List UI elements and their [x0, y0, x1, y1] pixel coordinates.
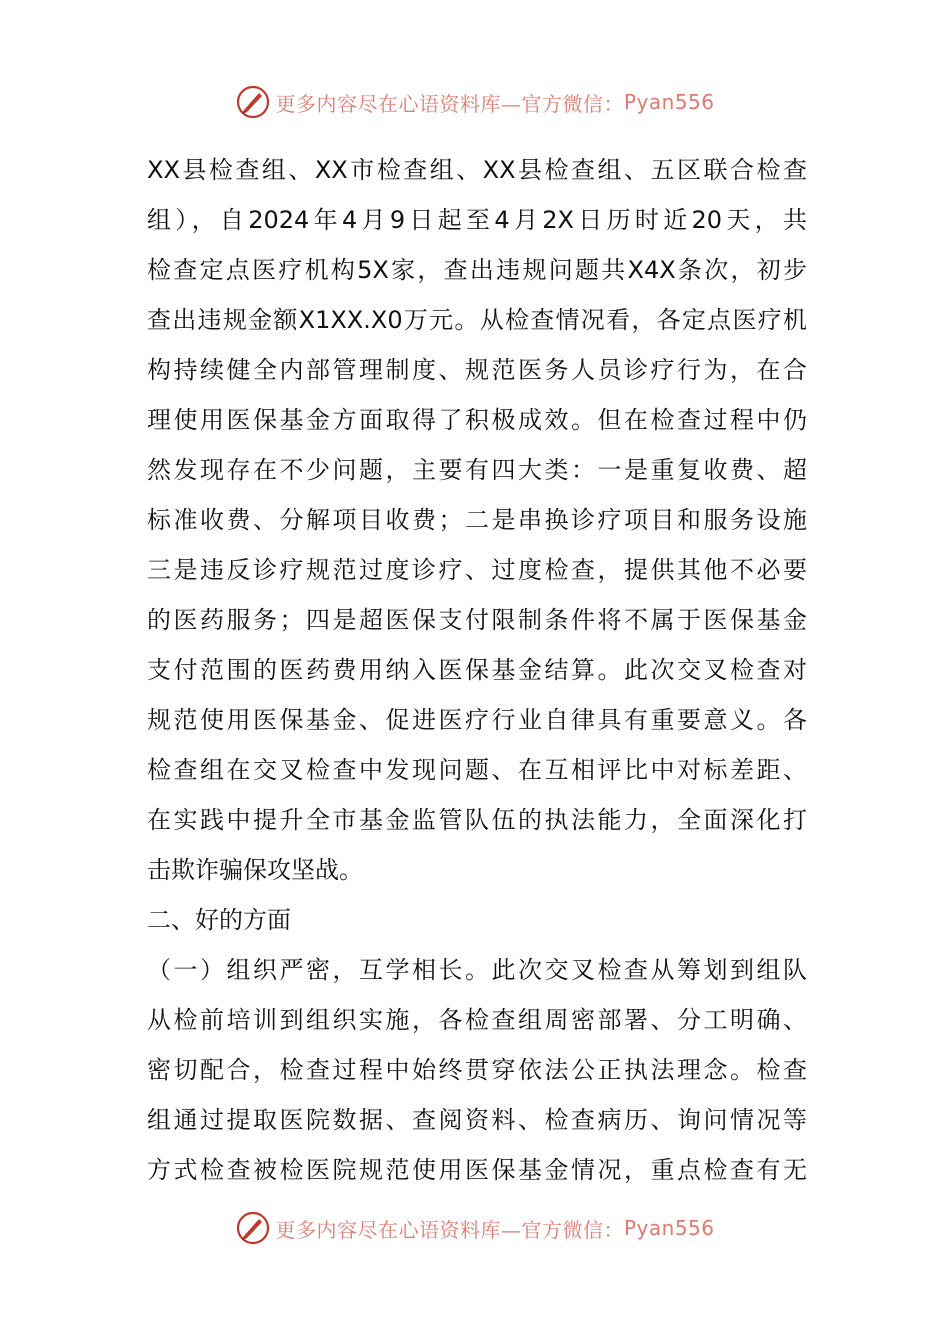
header-watermark	[0, 82, 950, 122]
text-line: 组通过提取医院数据、查阅资料、检查病历、询问情况等	[147, 1106, 807, 1134]
text-line: 的医药服务；四是超医保支付限制条件将不属于医保基金	[147, 606, 807, 634]
watermark-wechat: Pyan556	[623, 90, 715, 114]
text-line: 构持续健全内部管理制度、规范医务人员诊疗行为，在合	[147, 356, 807, 384]
watermark-text: 更多内容尽在心语资料库—官方微信：	[275, 1217, 624, 1242]
watermark-text: 更多内容尽在心语资料库—官方微信：	[275, 91, 624, 116]
text-line: 检查组在交叉检查中发现问题、在互相评比中对标差距、	[147, 756, 807, 784]
text-line: 支付范围的医药费用纳入医保基金结算。此次交叉检查对	[147, 656, 807, 684]
text-line: 标准收费、分解项目收费；二是串换诊疗项目和服务设施	[147, 506, 807, 534]
text-line: 检查定点医疗机构5X家，查出违规问题共X4X条次，初步	[147, 256, 807, 284]
footer-watermark	[0, 1208, 950, 1248]
text-line: 规范使用医保基金、促进医疗行业自律具有重要意义。各	[147, 706, 807, 734]
text-line: 然发现存在不少问题，主要有四大类：一是重复收费、超	[147, 456, 807, 484]
text-line: 查出违规金额X1XX.X0万元。从检查情况看，各定点医疗机	[147, 306, 807, 334]
text-line: 在实践中提升全市基金监管队伍的执法能力，全面深化打	[147, 806, 807, 834]
text-line: 从检前培训到组织实施，各检查组周密部署、分工明确、	[147, 1006, 807, 1034]
pen-logo-icon	[235, 84, 271, 120]
text-line: 方式检查被检医院规范使用医保基金情况，重点检查有无	[147, 1156, 807, 1184]
text-line: 组），自2024年4月9日起至4月2X日历时近20天，共	[147, 206, 807, 234]
text-line: 密切配合，检查过程中始终贯穿依法公正执法理念。检查	[147, 1056, 807, 1084]
watermark-wechat: Pyan556	[623, 1216, 715, 1240]
section-heading: 二、好的方面	[147, 906, 291, 934]
text-line: 三是违反诊疗规范过度诊疗、过度检查，提供其他不必要	[147, 556, 807, 584]
text-line: 击欺诈骗保攻坚战。	[147, 856, 363, 884]
text-line: 理使用医保基金方面取得了积极成效。但在检查过程中仍	[147, 406, 807, 434]
document-body	[147, 145, 807, 1195]
text-line: XX县检查组、XX市检查组、XX县检查组、五区联合检查	[147, 156, 807, 184]
text-line: （一）组织严密，互学相长。此次交叉检查从筹划到组队	[147, 956, 807, 984]
pen-logo-icon	[235, 1210, 271, 1246]
